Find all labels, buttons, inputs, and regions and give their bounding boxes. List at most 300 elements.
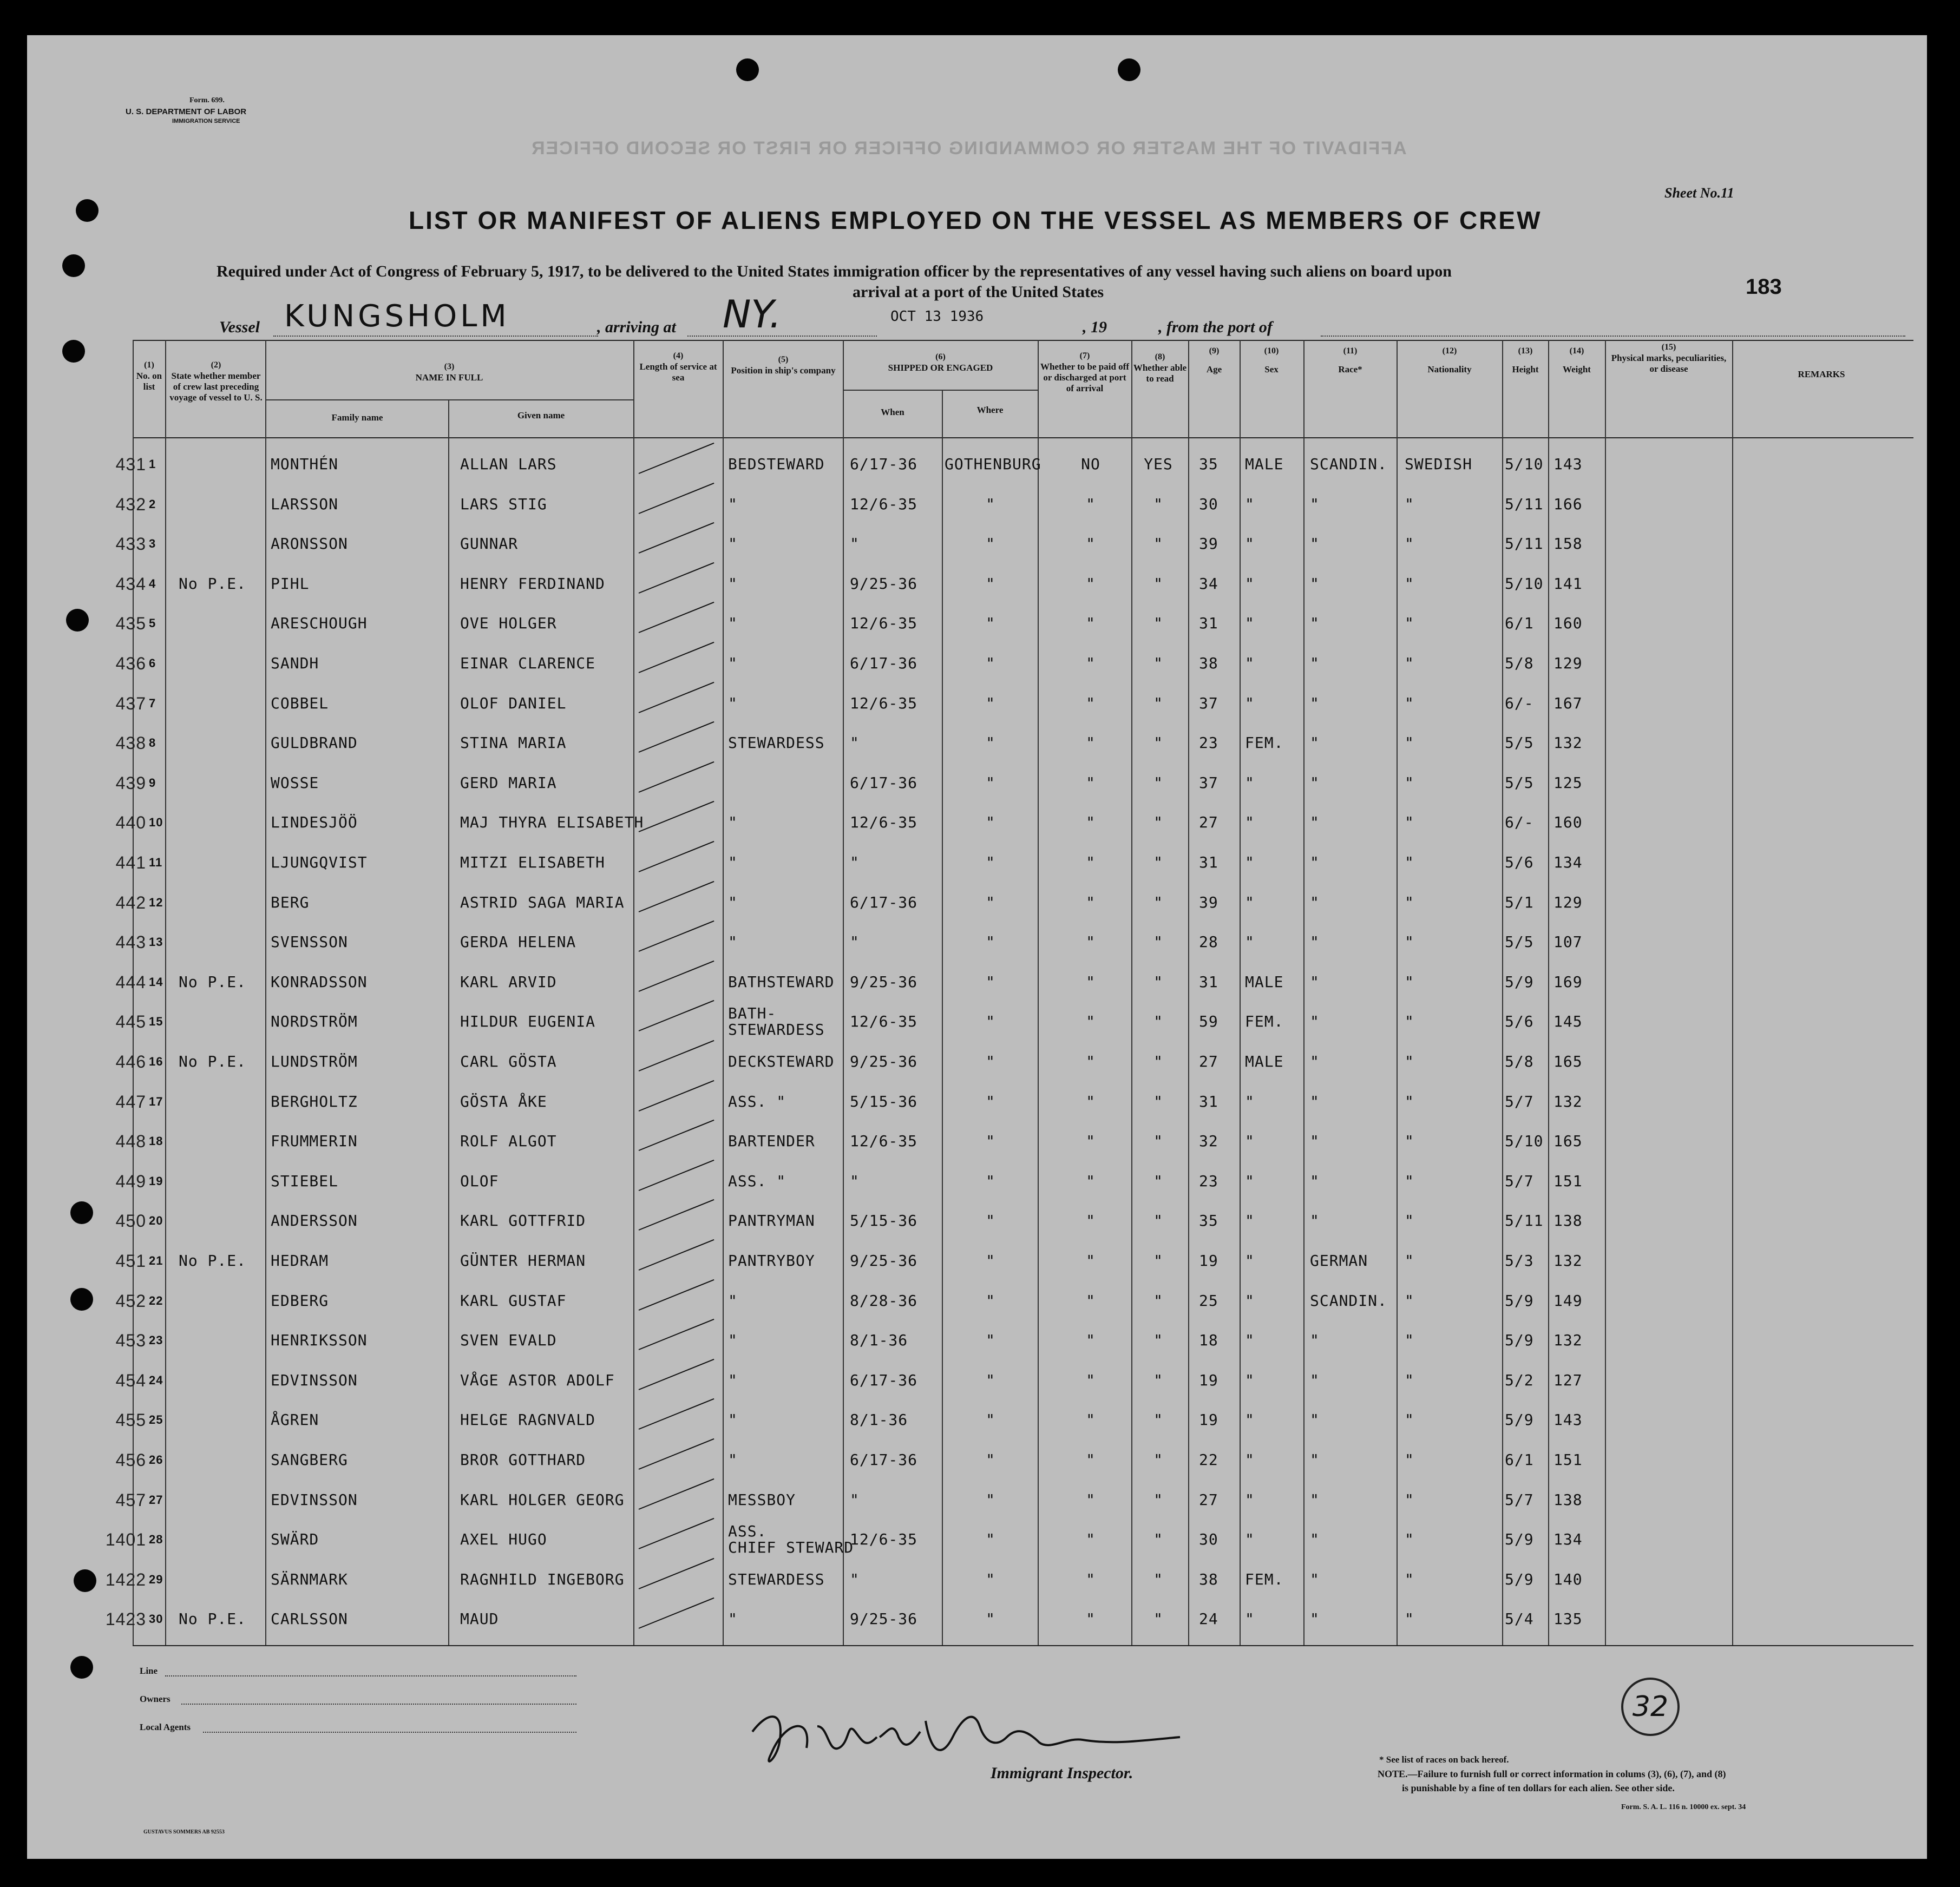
- cell-age: 39: [1199, 535, 1218, 553]
- length-of-service-mark: [639, 761, 714, 793]
- cell-paid-off: ": [1086, 734, 1096, 752]
- cell-margin-number: 435: [115, 614, 146, 634]
- cell-shipped-where: ": [986, 1092, 995, 1110]
- manifest-subtitle-2: arrival at a port of the United States: [853, 283, 1104, 301]
- cell-shipped-when: 5/15-36: [850, 1092, 918, 1110]
- cell-age: 34: [1199, 574, 1218, 593]
- col9-label: Age: [1206, 364, 1222, 374]
- length-of-service-mark: [639, 1558, 714, 1589]
- cell-shipped-where: ": [986, 893, 995, 911]
- cell-family-name: HEDRAM: [271, 1252, 329, 1270]
- service-label: IMMIGRATION SERVICE: [172, 118, 240, 124]
- port-rule: [687, 336, 877, 337]
- length-of-service-mark: [639, 1199, 714, 1231]
- length-of-service-mark: [639, 841, 714, 872]
- cell-able-to-read: ": [1153, 734, 1163, 752]
- cell-shipped-where: ": [986, 1610, 995, 1628]
- cell-sex: ": [1245, 1610, 1255, 1628]
- cell-given-name: KARL GOTTFRID: [460, 1212, 586, 1230]
- cell-list-number: 18: [149, 1134, 163, 1148]
- cell-able-to-read: ": [1153, 1490, 1163, 1509]
- length-of-service-mark: [639, 642, 714, 673]
- cell-height: 5/9: [1505, 1331, 1534, 1350]
- cell-margin-number: 448: [115, 1132, 146, 1152]
- cell-list-number: 4: [149, 576, 156, 590]
- cell-family-name: NORDSTRÖM: [271, 1012, 358, 1031]
- cell-list-number: 2: [149, 497, 156, 511]
- cell-margin-number: 442: [115, 892, 146, 912]
- cell-nationality: ": [1405, 813, 1414, 832]
- col12-number: (12): [1442, 346, 1457, 356]
- cell-shipped-when: ": [850, 535, 860, 553]
- cell-paid-off: ": [1086, 1411, 1096, 1429]
- cell-paid-off: ": [1086, 1172, 1096, 1190]
- cell-given-name: GERD MARIA: [460, 773, 557, 792]
- cell-nationality: ": [1405, 1212, 1414, 1230]
- cell-margin-number: 443: [115, 932, 146, 952]
- cell-weight: 134: [1553, 1530, 1583, 1549]
- cell-age: 27: [1199, 813, 1218, 832]
- cell-paid-off: ": [1086, 574, 1096, 593]
- cell-position: ": [728, 1451, 738, 1469]
- length-of-service-mark: [639, 1080, 714, 1111]
- cell-shipped-where: ": [986, 853, 995, 871]
- cell-sex: ": [1245, 1530, 1255, 1549]
- given-name-header: Given name: [517, 410, 565, 420]
- cell-nationality: ": [1405, 574, 1414, 593]
- cell-weight: 127: [1553, 1371, 1583, 1389]
- cell-shipped-when: 6/17-36: [850, 1371, 918, 1389]
- length-of-service-mark: [639, 1319, 714, 1350]
- cell-given-name: ASTRID SAGA MARIA: [460, 893, 625, 911]
- cell-shipped-when: 12/6-35: [850, 813, 918, 832]
- cell-position: ASS. CHIEF STEWARD: [728, 1522, 854, 1557]
- cell-previous-voyage: No P.E.: [179, 1610, 247, 1628]
- cell-family-name: SANGBERG: [271, 1451, 348, 1469]
- cell-shipped-where: ": [986, 1172, 995, 1190]
- cell-shipped-when: 12/6-35: [850, 1530, 918, 1549]
- cell-list-number: 7: [149, 696, 156, 710]
- cell-race: GERMAN: [1310, 1252, 1368, 1270]
- cell-able-to-read: ": [1153, 1570, 1163, 1588]
- cell-able-to-read: ": [1153, 1331, 1163, 1350]
- cell-shipped-when: ": [850, 1172, 860, 1190]
- circled-number: 32: [1621, 1678, 1680, 1736]
- length-of-service-mark: [639, 522, 714, 554]
- cell-given-name: HENRY FERDINAND: [460, 574, 605, 593]
- cell-paid-off: ": [1086, 773, 1096, 792]
- cell-race: ": [1310, 1570, 1320, 1588]
- cell-able-to-read: ": [1153, 1132, 1163, 1150]
- page-number: 183: [1746, 275, 1782, 299]
- table-row: [0, 1560, 1960, 1599]
- cell-family-name: STIEBEL: [271, 1172, 339, 1190]
- cell-paid-off: ": [1086, 535, 1096, 553]
- cell-race: ": [1310, 654, 1320, 672]
- col1-label: No. on list: [136, 371, 162, 392]
- col15-number: (15): [1661, 343, 1676, 352]
- col9-number: (9): [1209, 346, 1220, 356]
- cell-position: BATHSTEWARD: [728, 972, 835, 991]
- cell-list-number: 19: [149, 1174, 163, 1188]
- form-number: Form. 699.: [189, 96, 225, 104]
- cell-nationality: ": [1405, 495, 1414, 513]
- cell-race: ": [1310, 614, 1320, 633]
- cell-weight: 135: [1553, 1610, 1583, 1628]
- cell-paid-off: ": [1086, 1012, 1096, 1031]
- cell-sex: ": [1245, 654, 1255, 672]
- table-row: [0, 1122, 1960, 1161]
- cell-family-name: ÅGREN: [271, 1411, 319, 1429]
- cell-race: ": [1310, 1411, 1320, 1429]
- col13-number: (13): [1518, 346, 1533, 356]
- table-row: [0, 1321, 1960, 1360]
- cell-margin-number: 447: [115, 1092, 146, 1112]
- cell-age: 31: [1199, 614, 1218, 633]
- cell-list-number: 22: [149, 1293, 163, 1307]
- cell-margin-number: 456: [115, 1450, 146, 1470]
- cell-sex: MALE: [1245, 1053, 1284, 1070]
- cell-shipped-when: 6/17-36: [850, 773, 918, 792]
- cell-height: 5/9: [1505, 1411, 1534, 1429]
- table-row: [0, 1082, 1960, 1121]
- cell-race: ": [1310, 1371, 1320, 1389]
- cell-paid-off: ": [1086, 694, 1096, 712]
- cell-family-name: SÄRNMARK: [271, 1570, 348, 1588]
- cell-margin-number: 450: [115, 1211, 146, 1231]
- col8-label: Whether able to read: [1133, 363, 1187, 384]
- cell-sex: ": [1245, 535, 1255, 553]
- length-of-service-mark: [639, 961, 714, 992]
- cell-shipped-where: ": [986, 1252, 995, 1270]
- cell-family-name: EDBERG: [271, 1291, 329, 1310]
- cell-paid-off: ": [1086, 654, 1096, 672]
- cell-nationality: ": [1405, 1132, 1414, 1150]
- cell-paid-off: ": [1086, 1530, 1096, 1549]
- cell-family-name: KONRADSSON: [271, 972, 368, 991]
- cell-position: PANTRYBOY: [728, 1252, 815, 1270]
- cell-nationality: ": [1405, 972, 1414, 991]
- cell-sex: ": [1245, 1172, 1255, 1190]
- when-header: When: [881, 407, 904, 417]
- cell-family-name: FRUMMERIN: [271, 1132, 358, 1150]
- cell-margin-number: 431: [115, 455, 146, 474]
- cell-shipped-when: 9/25-36: [850, 574, 918, 593]
- cell-nationality: ": [1405, 1053, 1414, 1070]
- cell-family-name: ARONSSON: [271, 535, 348, 553]
- cell-list-number: 23: [149, 1333, 163, 1347]
- cell-age: 19: [1199, 1411, 1218, 1429]
- length-of-service-mark: [639, 921, 714, 952]
- cell-height: 5/1: [1505, 893, 1534, 911]
- races-note: * See list of races on back hereof.: [1379, 1754, 1509, 1765]
- cell-position: ": [728, 893, 738, 911]
- cell-sex: MALE: [1245, 455, 1284, 473]
- cell-given-name: BROR GOTTHARD: [460, 1451, 586, 1469]
- cell-weight: 143: [1553, 455, 1583, 473]
- cell-height: 5/11: [1505, 1212, 1544, 1230]
- cell-height: 5/6: [1505, 1012, 1534, 1031]
- cell-race: ": [1310, 773, 1320, 792]
- cell-age: 27: [1199, 1490, 1218, 1509]
- cell-weight: 151: [1553, 1451, 1583, 1469]
- col15-header: [1607, 342, 1731, 374]
- table-row: [0, 843, 1960, 882]
- col11-number: (11): [1343, 346, 1358, 356]
- col8-number: (8): [1155, 352, 1165, 361]
- cell-able-to-read: ": [1153, 1172, 1163, 1190]
- cell-able-to-read: ": [1153, 853, 1163, 871]
- cell-sex: ": [1245, 773, 1255, 792]
- cell-able-to-read: ": [1153, 933, 1163, 951]
- length-of-service-mark: [639, 1478, 714, 1509]
- cell-nationality: ": [1405, 1490, 1414, 1509]
- punch-hole: [70, 1656, 93, 1679]
- cell-paid-off: ": [1086, 893, 1096, 911]
- cell-shipped-where: ": [986, 694, 995, 712]
- owners-rule: [181, 1704, 576, 1705]
- cell-weight: 132: [1553, 1092, 1583, 1110]
- cell-shipped-when: 9/25-36: [850, 1610, 918, 1628]
- cell-sex: FEM.: [1245, 734, 1284, 752]
- cell-family-name: COBBEL: [271, 694, 329, 712]
- length-of-service-mark: [639, 1438, 714, 1470]
- cell-given-name: OVE HOLGER: [460, 614, 557, 633]
- cell-shipped-where: ": [986, 813, 995, 832]
- cell-age: 19: [1199, 1371, 1218, 1389]
- cell-shipped-when: 6/17-36: [850, 1451, 918, 1469]
- cell-paid-off: ": [1086, 1570, 1096, 1588]
- cell-nationality: ": [1405, 734, 1414, 752]
- cell-given-name: MITZI ELISABETH: [460, 853, 605, 871]
- table-row: [0, 1401, 1960, 1439]
- cell-list-number: 17: [149, 1094, 163, 1108]
- cell-paid-off: ": [1086, 1490, 1096, 1509]
- table-row: [0, 923, 1960, 962]
- col11-header: [1305, 342, 1395, 379]
- manifest-subtitle-1: Required under Act of Congress of February 5, 1917, to be delivered to the United States immigration officer by the representatives of any vessel having such aliens on board upon: [217, 262, 1452, 280]
- cell-list-number: 25: [149, 1413, 163, 1427]
- cell-sex: ": [1245, 1451, 1255, 1469]
- length-of-service-mark: [639, 1279, 714, 1310]
- cell-shipped-where: ": [986, 972, 995, 991]
- form-reference: Form. S. A. L. 116 n. 10000 ex. sept. 34: [1621, 1803, 1746, 1811]
- cell-able-to-read: ": [1153, 495, 1163, 513]
- col10-number: (10): [1264, 346, 1279, 356]
- cell-list-number: 14: [149, 975, 163, 989]
- cell-shipped-when: 12/6-35: [850, 614, 918, 633]
- cell-paid-off: ": [1086, 1291, 1096, 1310]
- cell-shipped-where: GOTHENBURG: [945, 455, 1041, 473]
- col2-number: (2): [211, 360, 221, 370]
- sheet-label-text: Sheet No.: [1664, 185, 1721, 201]
- col8-header: [1133, 352, 1187, 384]
- line-label: Line: [140, 1666, 158, 1676]
- cell-race: ": [1310, 1530, 1320, 1549]
- cell-weight: 132: [1553, 1252, 1583, 1270]
- cell-shipped-when: 9/25-36: [850, 1053, 918, 1070]
- cell-position: ": [728, 933, 738, 951]
- col10-header: [1241, 342, 1302, 379]
- cell-shipped-when: 6/17-36: [850, 455, 918, 473]
- cell-height: 5/11: [1505, 495, 1544, 513]
- sheet-label: [1664, 185, 1734, 201]
- cell-race: ": [1310, 1610, 1320, 1628]
- cell-weight: 167: [1553, 694, 1583, 712]
- cell-given-name: STINA MARIA: [460, 734, 567, 752]
- cell-age: 37: [1199, 773, 1218, 792]
- cell-shipped-where: ": [986, 1212, 995, 1230]
- cell-margin-number: 446: [115, 1052, 146, 1071]
- table-row: [0, 1002, 1960, 1041]
- cell-weight: 145: [1553, 1012, 1583, 1031]
- table-bottom-rule: [133, 1645, 1913, 1646]
- cell-sex: MALE: [1245, 972, 1284, 991]
- cell-given-name: ROLF ALGOT: [460, 1132, 557, 1150]
- cell-given-name: OLOF DANIEL: [460, 694, 567, 712]
- cell-nationality: ": [1405, 1291, 1414, 1310]
- table-row: [0, 1441, 1960, 1480]
- cell-weight: 165: [1553, 1132, 1583, 1150]
- cell-shipped-where: ": [986, 933, 995, 951]
- length-of-service-mark: [639, 1398, 714, 1430]
- sheet-number: 11: [1721, 185, 1734, 201]
- cell-sex: ": [1245, 1212, 1255, 1230]
- col7-number: (7): [1079, 351, 1090, 360]
- cell-margin-number: 433: [115, 534, 146, 554]
- table-row: [0, 485, 1960, 524]
- cell-shipped-when: ": [850, 933, 860, 951]
- cell-sex: ": [1245, 1371, 1255, 1389]
- cell-list-number: 11: [149, 856, 163, 869]
- cell-shipped-when: 8/1-36: [850, 1331, 908, 1350]
- cell-previous-voyage: No P.E.: [179, 1252, 247, 1270]
- cell-family-name: EDVINSSON: [271, 1490, 358, 1509]
- cell-given-name: MAUD: [460, 1610, 499, 1628]
- cell-margin-number: 434: [115, 574, 146, 594]
- length-of-service-mark: [639, 1597, 714, 1629]
- col9-header: [1190, 342, 1238, 379]
- table-row: [0, 564, 1960, 603]
- col5-number: (5): [778, 355, 789, 364]
- cell-race: SCANDIN.: [1310, 1291, 1387, 1310]
- cell-family-name: ARESCHOUGH: [271, 614, 368, 633]
- cell-height: 6/1: [1505, 614, 1534, 633]
- cell-height: 5/10: [1505, 574, 1544, 593]
- cell-weight: 107: [1553, 933, 1583, 951]
- family-name-header: Family name: [331, 412, 383, 423]
- table-row: [0, 803, 1960, 842]
- cell-age: 59: [1199, 1012, 1218, 1031]
- cell-margin-number: 453: [115, 1331, 146, 1351]
- name-subheader-rule: [265, 399, 633, 400]
- col4-number: (4): [673, 351, 684, 360]
- cell-race: ": [1310, 694, 1320, 712]
- cell-race: ": [1310, 574, 1320, 593]
- vessel-rule: [273, 336, 598, 337]
- cell-weight: 151: [1553, 1172, 1583, 1190]
- cell-margin-number: 1422: [105, 1569, 146, 1589]
- cell-weight: 129: [1553, 654, 1583, 672]
- cell-shipped-where: ": [986, 1291, 995, 1310]
- arriving-label: , arriving at: [597, 318, 676, 336]
- owners-label: Owners: [140, 1694, 171, 1704]
- agents-rule: [203, 1732, 576, 1733]
- cell-able-to-read: ": [1153, 1291, 1163, 1310]
- cell-able-to-read: ": [1153, 574, 1163, 593]
- col5-header: [725, 354, 841, 376]
- cell-sex: ": [1245, 1291, 1255, 1310]
- cell-weight: 129: [1553, 893, 1583, 911]
- cell-age: 23: [1199, 1172, 1218, 1190]
- col11-label: Race*: [1338, 364, 1362, 374]
- cell-margin-number: 432: [115, 494, 146, 514]
- cell-weight: 165: [1553, 1053, 1583, 1070]
- cell-margin-number: 439: [115, 773, 146, 793]
- cell-shipped-where: ": [986, 773, 995, 792]
- cell-shipped-when: 6/17-36: [850, 893, 918, 911]
- punch-hole: [1118, 58, 1140, 81]
- cell-previous-voyage: No P.E.: [179, 1053, 247, 1070]
- length-of-service-mark: [639, 880, 714, 912]
- cell-margin-number: 1423: [105, 1609, 146, 1629]
- cell-position: DECKSTEWARD: [728, 1053, 835, 1070]
- cell-sex: ": [1245, 813, 1255, 832]
- col3-header: [268, 361, 631, 383]
- cell-family-name: HENRIKSSON: [271, 1331, 368, 1350]
- cell-race: ": [1310, 1092, 1320, 1110]
- cell-shipped-when: 9/25-36: [850, 972, 918, 991]
- cell-able-to-read: ": [1153, 1252, 1163, 1270]
- cell-height: 6/-: [1505, 694, 1534, 712]
- cell-height: 5/9: [1505, 1530, 1534, 1549]
- cell-paid-off: ": [1086, 495, 1096, 513]
- agents-label: Local Agents: [140, 1722, 191, 1732]
- cell-margin-number: 449: [115, 1171, 146, 1191]
- cell-nationality: ": [1405, 1092, 1414, 1110]
- length-of-service-mark: [639, 1239, 714, 1271]
- cell-race: ": [1310, 813, 1320, 832]
- cell-height: 5/4: [1505, 1610, 1534, 1628]
- line-rule: [165, 1675, 576, 1676]
- cell-family-name: EDVINSSON: [271, 1371, 358, 1389]
- shipped-subheader-rule: [843, 390, 1038, 391]
- cell-age: 31: [1199, 853, 1218, 871]
- cell-sex: ": [1245, 614, 1255, 633]
- cell-nationality: ": [1405, 1530, 1414, 1549]
- col6-header: [844, 352, 1037, 373]
- cell-weight: 140: [1553, 1570, 1583, 1588]
- cell-list-number: 15: [149, 1015, 163, 1029]
- cell-race: ": [1310, 495, 1320, 513]
- cell-family-name: LARSSON: [271, 495, 339, 513]
- cell-shipped-where: ": [986, 1490, 995, 1509]
- cell-sex: ": [1245, 1411, 1255, 1429]
- col1-header: [134, 360, 164, 392]
- table-row: [0, 1481, 1960, 1520]
- cell-nationality: SWEDISH: [1405, 455, 1473, 473]
- inspector-label: Immigrant Inspector.: [991, 1764, 1133, 1782]
- cell-sex: ": [1245, 933, 1255, 951]
- cell-weight: 125: [1553, 773, 1583, 792]
- cell-age: 31: [1199, 1092, 1218, 1110]
- cell-position: ASS. ": [728, 1092, 786, 1110]
- cell-able-to-read: ": [1153, 1053, 1163, 1070]
- cell-position: ": [728, 1331, 738, 1350]
- cell-sex: ": [1245, 1490, 1255, 1509]
- length-of-service-mark: [639, 1518, 714, 1549]
- cell-height: 6/-: [1505, 813, 1534, 832]
